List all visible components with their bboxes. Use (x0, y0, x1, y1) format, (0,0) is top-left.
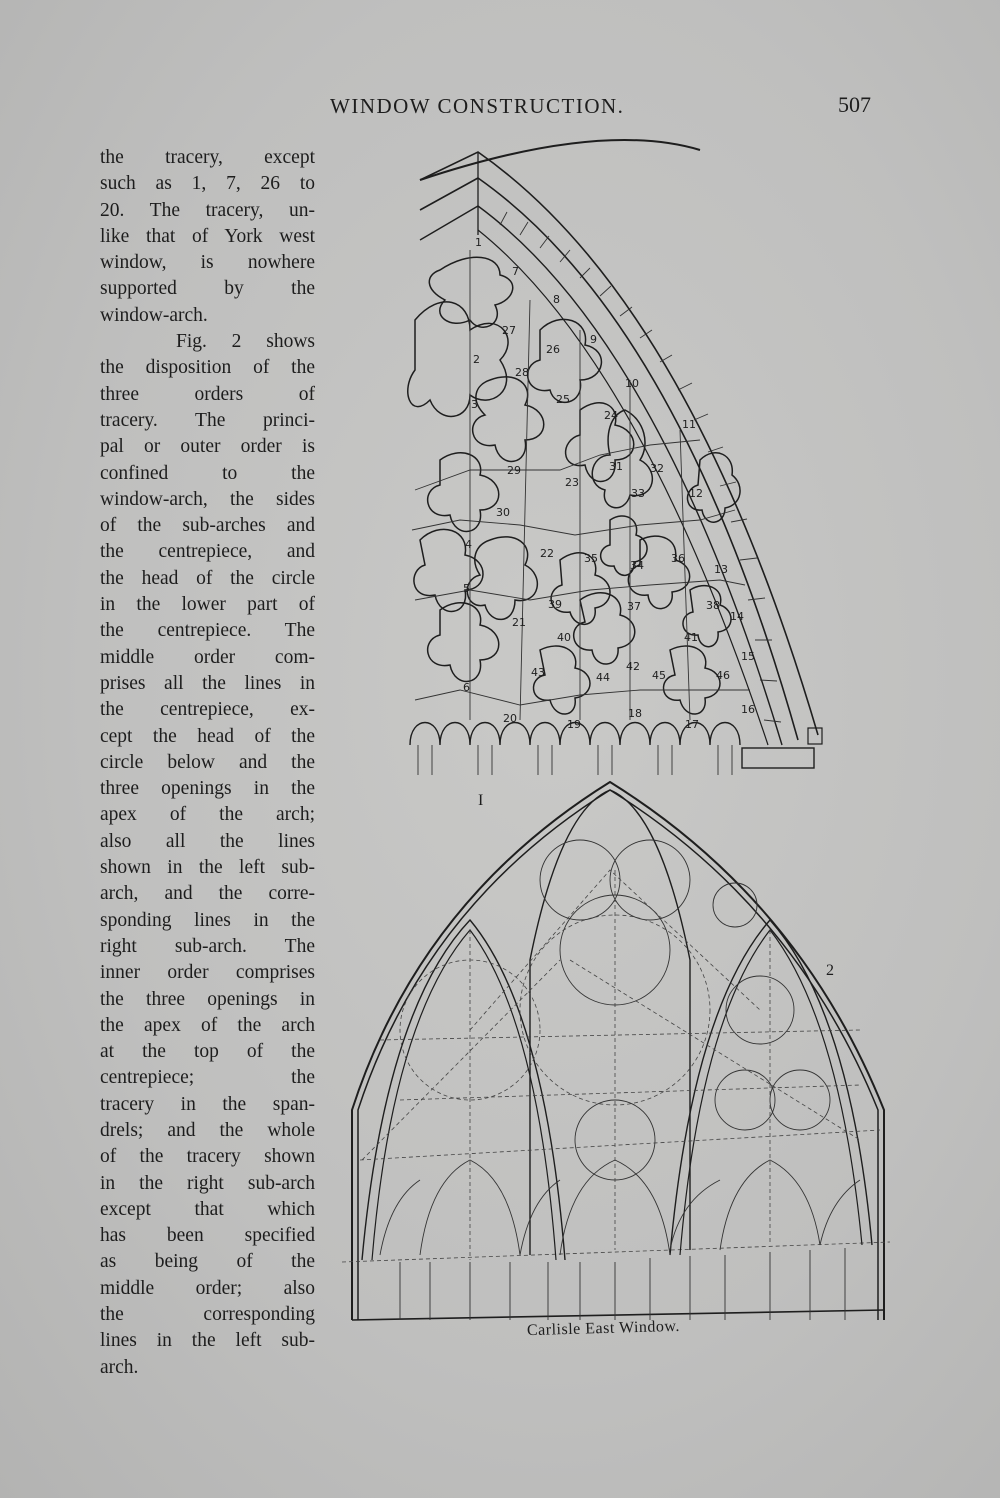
fig1-number: 3 (471, 398, 478, 411)
text-line: the head of the circle (100, 567, 315, 589)
text-line: the apex of the arch (100, 1014, 315, 1036)
fig1-number: 1 (475, 236, 482, 249)
fig1-number: 45 (652, 669, 666, 682)
fig1-number: 28 (515, 366, 529, 379)
text-line: at the top of the (100, 1041, 315, 1063)
fig1-number: 26 (546, 343, 560, 356)
text-line: has been specified (100, 1225, 315, 1247)
fig1-number: 10 (625, 377, 639, 390)
fig1-number: 6 (463, 681, 470, 694)
text-line: three orders of (100, 383, 315, 405)
text-line: inner order comprises (100, 962, 315, 984)
fig1-number: 38 (706, 599, 720, 612)
text-line: in the lower part of (100, 594, 315, 616)
fig1-number: 5 (463, 582, 470, 595)
text-line: except that which (100, 1198, 315, 1220)
text-line: the centrepiece, ex- (100, 699, 315, 721)
fig1-number: 21 (512, 616, 526, 629)
fig1-number: 16 (741, 703, 755, 716)
text-line: the centrepiece. The (100, 620, 315, 642)
fig1-number: 42 (626, 660, 640, 673)
fig1-number: 24 (604, 409, 618, 422)
fig1-number: 33 (631, 487, 645, 500)
fig1-number: 17 (685, 718, 699, 731)
fig1-number: 12 (689, 487, 703, 500)
text-line: also all the lines (100, 830, 315, 852)
running-head: WINDOW CONSTRUCTION. (330, 94, 625, 118)
text-line: window, is nowhere (100, 252, 315, 274)
text-line: right sub-arch. The (100, 935, 315, 957)
text-line: Fig. 2 shows (176, 331, 315, 353)
text-line: the disposition of the (100, 357, 315, 379)
fig1-number: 13 (714, 563, 728, 576)
arch-voussoirs (500, 212, 781, 722)
text-line: drels; and the whole (100, 1119, 315, 1141)
text-line: such as 1, 7, 26 to (100, 173, 315, 195)
text-line: lines in the left sub- (100, 1330, 315, 1352)
fig1-number: 40 (557, 631, 571, 644)
text-line: arch, and the corre- (100, 883, 315, 905)
fig1-number: 19 (567, 718, 581, 731)
text-line: the three openings in (100, 988, 315, 1010)
fig1-number: 22 (540, 547, 554, 560)
text-line: arch. (100, 1356, 139, 1378)
figure-1-label: I (478, 792, 484, 809)
text-line: supported by the (100, 278, 315, 300)
text-line: as being of the (100, 1251, 315, 1273)
fig1-number: 15 (741, 650, 755, 663)
fig1-number: 41 (684, 631, 698, 644)
text-line: shown in the left sub- (100, 857, 315, 879)
text-line: in the right sub-arch (100, 1172, 315, 1194)
fig1-number: 9 (590, 333, 597, 346)
text-line: 20. The tracery, un- (100, 199, 315, 221)
fig1-number: 44 (596, 671, 610, 684)
text-line: of the tracery shown (100, 1146, 315, 1168)
fig1-number: 20 (503, 712, 517, 725)
text-line: apex of the arch; (100, 804, 315, 826)
fig1-number: 29 (507, 464, 521, 477)
text-line: middle order; also (100, 1277, 315, 1299)
fig1-number: 11 (682, 418, 696, 431)
fig1-number: 2 (473, 353, 480, 366)
fig1-number: 34 (630, 559, 644, 572)
fig1-number: 35 (584, 552, 598, 565)
fig1-number: 14 (730, 610, 744, 623)
fig1-number: 30 (496, 506, 510, 519)
text-line: sponding lines in the (100, 909, 315, 931)
window-arch (420, 140, 822, 768)
fig1-number: 46 (716, 669, 730, 682)
fig1-number: 23 (565, 476, 579, 489)
text-line: the centrepiece, and (100, 541, 315, 563)
fig1-number: 39 (548, 598, 562, 611)
text-line: tracery. The princi- (100, 409, 315, 431)
fig1-number: 25 (556, 393, 570, 406)
fig1-number: 37 (627, 600, 641, 613)
text-line: of the sub-arches and (100, 515, 315, 537)
text-line: tracery in the span- (100, 1093, 315, 1115)
text-line: the tracery, except (100, 147, 315, 168)
fig1-number: 32 (650, 462, 664, 475)
text-line: pal or outer order is (100, 436, 315, 458)
text-line: the corresponding (100, 1304, 315, 1326)
text-line: confined to the (100, 462, 315, 484)
fig1-number: 7 (512, 265, 519, 278)
fig1-number: 4 (465, 538, 472, 551)
text-line: cept the head of the (100, 725, 315, 747)
fig1-number: 27 (502, 324, 516, 337)
fig1-number: 36 (671, 552, 685, 565)
figure-2-construction-drawing (342, 782, 890, 1320)
fig1-number: 43 (531, 666, 545, 679)
text-line: prises all the lines in (100, 672, 315, 694)
text-line: window-arch. (100, 304, 208, 326)
page-number: 507 (838, 92, 871, 117)
fig1-number: 8 (553, 293, 560, 306)
text-line: middle order com- (100, 646, 315, 668)
figure-caption: Carlisle East Window. (526, 1317, 681, 1340)
text-line: window-arch, the sides (100, 488, 315, 510)
text-line: centrepiece; the (100, 1067, 315, 1089)
fig1-number: 31 (609, 460, 623, 473)
figure-2-label: 2 (826, 962, 834, 979)
text-line: three openings in the (100, 778, 315, 800)
text-line: like that of York west (100, 225, 315, 247)
text-line: circle below and the (100, 751, 315, 773)
fig1-number: 18 (628, 707, 642, 720)
